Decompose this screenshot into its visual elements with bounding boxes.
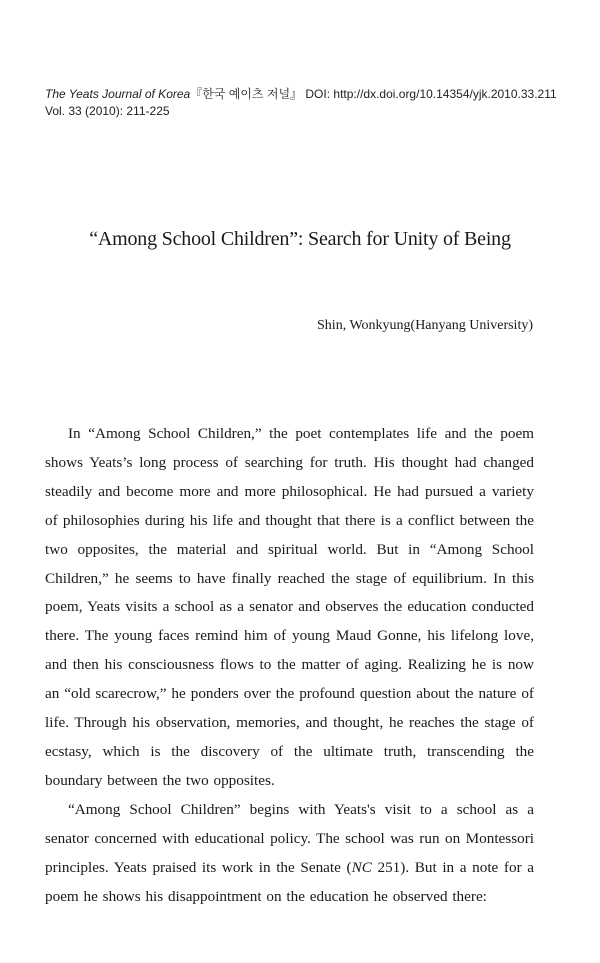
paragraph-2-text-end: 251). But in a note for a poem he shows his disappointment on the education he observed there:: [45, 858, 535, 905]
article-author: Shin, Wonkyung(Hanyang University): [317, 318, 533, 333]
doi-link[interactable]: DOI: http://dx.doi.org/10.14354/yjk.2010.33.211: [305, 87, 557, 101]
journal-name: The Yeats Journal of Korea: [45, 87, 191, 101]
article-body: [45, 420, 534, 911]
journal-header: [45, 86, 565, 120]
paragraph-2: [45, 796, 534, 912]
paragraph-1: In “Among School Children,” the poet contemplates life and the poem shows Yeats’s long process of searching for truth. His thought had changed steadily and become more and more philosophical. He had pursued a variety of philosophies during his life and thought that there is a conflict between the two opposites, the material and spiritual world. But in “Among School Children,” he seems to have finally reached the stage of equilibrium. In this poem, Yeats visits a school as a senator and observes the education conducted there. The young faces remind him of young Maud Gonne, his lifelong love, and then his consciousness flows to the matter of aging. Realizing he is now an “old scarecrow,” he ponders over the profound question about the nature of life. Through his observation, memories, and thought, he reaches the stage of ecstasy, which is the discovery of the ultimate truth, transcending the boundary between the two opposites.: [45, 425, 534, 789]
citation-abbreviation: NC: [351, 858, 372, 876]
volume-info: Vol. 33 (2010): 211-225: [45, 104, 170, 118]
journal-korean-title: 『한국 예이츠 저널』: [190, 87, 303, 101]
article-title: “Among School Children”: Search for Unity of Being: [89, 228, 511, 250]
paragraph-2-text-start: “Among School Children” begins with Yeats's visit to a school as a senator concerned with educational policy. The school was run on Montessori principles. Yeats praised its work in the Senate (: [45, 800, 534, 876]
journal-citation-line: [45, 86, 565, 103]
